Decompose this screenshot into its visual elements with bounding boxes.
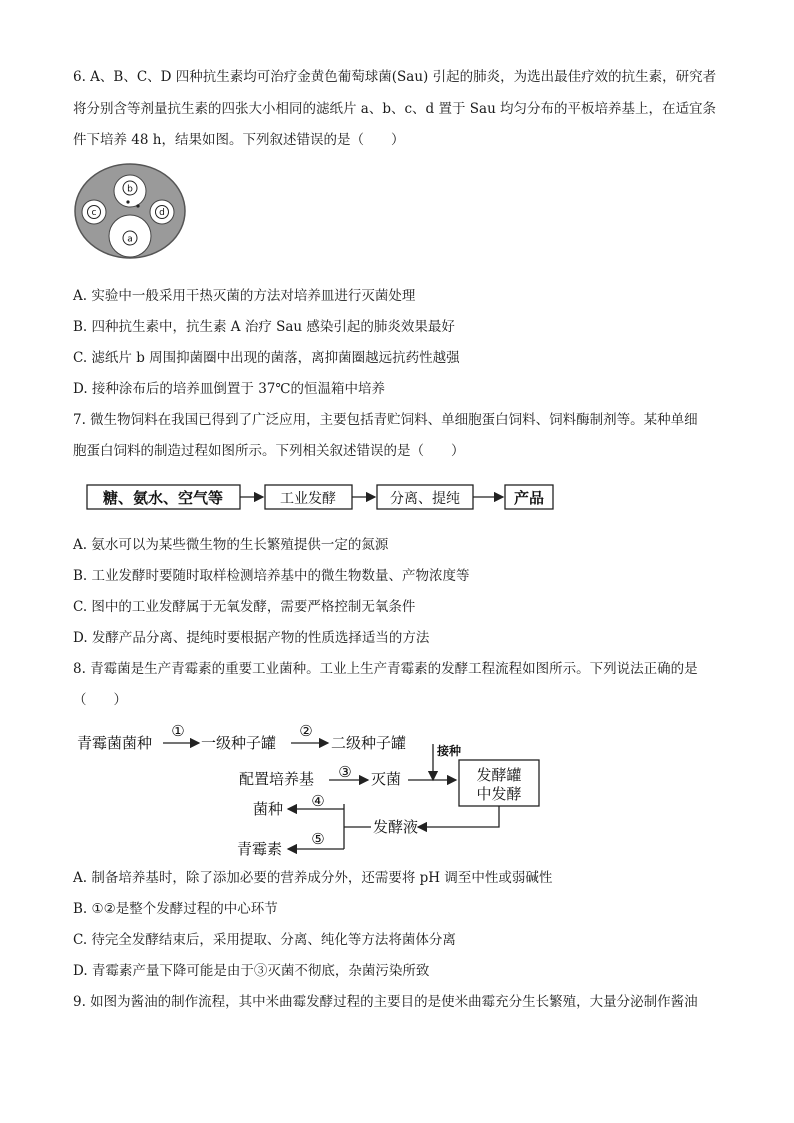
flow-inputs-label: 糖、氨水、空气等 xyxy=(102,489,224,507)
colony-1 xyxy=(126,200,129,203)
q8-stem-line-2: （ ） xyxy=(73,692,127,708)
q6-option-b: B. 四种抗生素中，抗生素 A 治疗 Sau 感染引起的肺炎效果最好 xyxy=(73,319,455,335)
q7-option-b: B. 工业发酵时要随时取样检测培养基中的微生物数量、产物浓度等 xyxy=(73,568,470,584)
label-sterilize: 灭菌 xyxy=(371,770,402,788)
q7-option-a: A. 氨水可以为某些微生物的生长繁殖提供一定的氮源 xyxy=(73,537,389,553)
label-step3: ③ xyxy=(338,763,352,781)
label-step1: ① xyxy=(171,722,185,740)
label-strain: 青霉菌菌种 xyxy=(77,734,153,752)
label-step4: ④ xyxy=(311,792,325,810)
q7-stem-line-1: 7. 微生物饲料在我国已得到了广泛应用，主要包括青贮饲料、单细胞蛋白饲料、饲料酶制剂等。某种单细 xyxy=(73,412,698,428)
q6-option-a: A. 实验中一般采用干热灭菌的方法对培养皿进行灭菌处理 xyxy=(73,288,416,304)
arrow-to-broth xyxy=(418,806,499,827)
colony-2 xyxy=(136,204,139,207)
label-step5: ⑤ xyxy=(311,830,325,848)
label-prepare-medium: 配置培养基 xyxy=(239,770,315,788)
q6-stem-line-1: 6. A、B、C、D 四种抗生素均可治疗金黄色葡萄球菌(Sau) 引起的肺炎，为选出最佳疗效的抗生素，研究者 xyxy=(73,69,717,85)
label-cells: 菌种 xyxy=(253,800,284,818)
q7-option-d: D. 发酵产品分离、提纯时要根据产物的性质选择适当的方法 xyxy=(73,630,430,646)
q8-option-c: C. 待完全发酵结束后，采用提取、分离、纯化等方法将菌体分离 xyxy=(73,932,456,948)
flow-product-label: 产品 xyxy=(513,489,545,507)
label-penicillin: 青霉素 xyxy=(237,840,283,858)
q6-option-c: C. 滤纸片 b 周围抑菌圈中出现的菌落，离抑菌圈越远抗药性越强 xyxy=(73,350,460,366)
q8-flow-diagram xyxy=(73,718,553,863)
label-a: a xyxy=(127,234,133,245)
label-b: b xyxy=(127,184,133,195)
label-broth: 发酵液 xyxy=(373,818,419,836)
q8-option-b: B. ①②是整个发酵过程的中心环节 xyxy=(73,901,278,917)
petri-dish-figure xyxy=(73,162,188,260)
q6-stem-line-2: 将分别含等剂量抗生素的四张大小相同的滤纸片 a、b、c、d 置于 Sau 均匀分布的平板培养基上，在适宜条 xyxy=(73,101,717,117)
label-secondary-tank: 二级种子罐 xyxy=(331,734,407,752)
q7-option-c: C. 图中的工业发酵属于无氧发酵，需要严格控制无氧条件 xyxy=(73,599,416,615)
q6-stem-line-3: 件下培养 48 h，结果如图。下列叙述错误的是（ ） xyxy=(73,132,405,148)
label-fermenter-2: 中发酵 xyxy=(476,785,522,803)
label-c: c xyxy=(91,208,97,218)
label-step2: ② xyxy=(299,722,313,740)
label-inoculate: 接种 xyxy=(437,744,462,758)
q8-option-a: A. 制备培养基时，除了添加必要的营养成分外，还需要将 pH 调至中性或弱碱性 xyxy=(73,870,553,886)
label-fermenter-1: 发酵罐 xyxy=(476,766,522,784)
q6-option-d: D. 接种涂布后的培养皿倒置于 37℃的恒温箱中培养 xyxy=(73,381,385,397)
q8-stem-line-1: 8. 青霉菌是生产青霉素的重要工业菌种。工业上生产青霉素的发酵工程流程如图所示。下列说法正确的是 xyxy=(73,661,698,677)
q7-stem-line-2: 胞蛋白饲料的制造过程如图所示。下列相关叙述错误的是（ ） xyxy=(73,443,465,459)
flow-separation-label: 分离、提纯 xyxy=(390,491,460,507)
q8-option-d: D. 青霉素产量下降可能是由于③灭菌不彻底，杂菌污染所致 xyxy=(73,963,430,979)
label-d: d xyxy=(159,208,165,218)
q7-flowchart xyxy=(86,482,556,512)
flow-fermentation-label: 工业发酵 xyxy=(280,491,336,507)
q9-stem-line-1: 9. 如图为酱油的制作流程，其中米曲霉发酵过程的主要目的是使米曲霉充分生长繁殖，大量分泌制作酱油 xyxy=(73,994,698,1010)
label-primary-tank: 一级种子罐 xyxy=(201,734,277,752)
